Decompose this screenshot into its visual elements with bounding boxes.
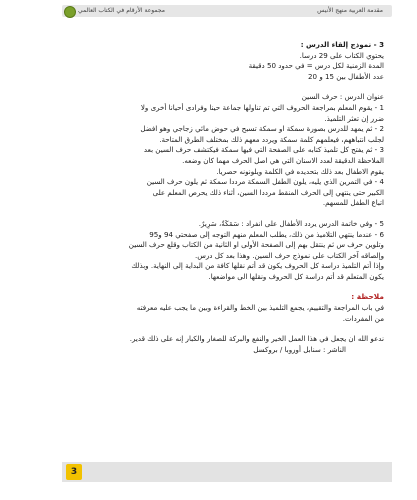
text-line: 5 - وفي خاتمة الدرس يردد الأطفال على انفراد : سَمَكَةٌ، سَرِيرٌ.	[198, 218, 384, 228]
page-header	[0, 0, 417, 26]
document-body	[66, 40, 384, 355]
text-line: يقوم الاطفال بعد ذلك بتحديده في الكلمة ويلونونه حصريا.	[216, 166, 384, 176]
text-line: وإذا أتم التلميذ دراسة كل الحروف يكون قد أتم نقلها كافة من البداية إلى النهاية. وبذلك	[131, 261, 384, 271]
text-line: وتلوين حرف س ثم ينتقل بهم إلى الصفحة الأولى او الثانية من الكتاب وقلع حرف السين	[128, 240, 384, 250]
text-line: 3 - ثم يفتح كل تلميذ كتابه على الصفحة التي فيها سمكة فيكتشف حرف السين بعد	[143, 145, 384, 155]
logo-icon	[64, 6, 76, 18]
page-number: 3	[66, 464, 82, 480]
text-line: اتباع الطفل للمسهم.	[322, 198, 384, 208]
text-line: 1 - يقوم المعلم بمراجعة الحروف التي تم تناولها جماعة حينا وفرادى أحيانا أخرى ولا	[140, 102, 384, 112]
text-line: في باب المراجعة والتقييم، يجمع التلميذ بين الخط والقراءة وبين ما يجب عليه معرفته	[136, 303, 384, 313]
text-line: 4 - في التمرين الذي يليه، يلون الطفل السمكة مرددا سمكة ثم يلون حرف السين	[146, 177, 384, 187]
text-line: عدد الأطفال بين 15 و 20	[308, 71, 384, 81]
text-line: لجلب انتباههم، فيعلمهم كلمة سمكة ويردد معهم ذلك بمختلف الطرق المتاحة.	[159, 134, 384, 144]
lesson-title: عنوان الدرس : حرف السين	[301, 92, 384, 102]
note-heading: ملاحظة :	[351, 292, 384, 302]
text-line: يكون المتعلم قد أتم دراسة كل الحروف ونقلها الى مواضعها.	[208, 271, 384, 281]
publisher-line: الناشر : سنابل أوروبا / بروكسل	[253, 344, 346, 354]
text-line: الكبير حتى ينتهي إلى الحرف المنقط مرددا السين، أثناء ذلك يحرص المعلم على	[152, 187, 384, 197]
text-line: المدة الزمنية لكل درس = في حدود 50 دقيقة	[248, 61, 384, 71]
text-line: يحتوي الكتاب على 29 درسا.	[299, 50, 384, 60]
header-left-text: مجموعة الأرقام في الكتاب العالمي	[78, 7, 165, 14]
text-line: 6 - عندما ينتهي التلاميذ من ذلك، يطلب المعلم منهم التوجه إلى صفحتي 94 و95	[149, 229, 384, 239]
footer-bar	[62, 462, 392, 482]
text-line: وإلصاقه آخر الكتاب على نموذج حرف السين. وهذا بعد كل درس.	[194, 250, 384, 260]
closing-text: ندعو الله ان يجعل في هذا العمل الخير والنفع والبركة للصغار والكبار إنه على ذلك قدير.	[129, 334, 384, 344]
text-line: الملاحظة الدقيقة لعدد الاسنان التي هي اصل الحرف مهما كان وضعه.	[182, 155, 384, 165]
text-line: من المفردات.	[342, 313, 384, 323]
section-heading: 3 - نموذج إلقاء الدرس :	[300, 40, 384, 49]
header-right-text: مقدمة العربية منهج الأنيس	[317, 7, 383, 14]
text-line: ضرر إن تعثر التلميذ.	[324, 113, 384, 123]
text-line: 2 - ثم يمهد للدرس بصورة سمكة او سمكة تسبح في حوض مائي زجاجي وهو افضل	[140, 124, 384, 134]
